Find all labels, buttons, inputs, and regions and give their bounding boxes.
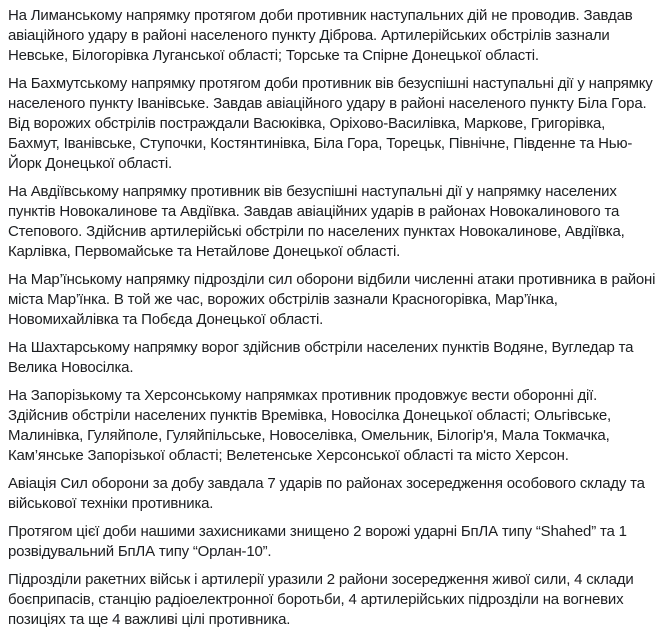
report-paragraph-zaporizhzhia-kherson: На Запорізькому та Херсонському напрямках противник продовжує вести оборонні дії. Здійснив обстріли населених пунктів Времівка, Новосілка Донецької області; Ольгівське, Малинівка, Гуляйполе, Гуляйпільське, Новоселівка, Омельник, Білогір'я, Мала Токмачка, Кам’янське Запорізької області; Велетенське Херсонської області та місто Херсон. <box>8 387 612 464</box>
report-paragraph-avdiivka: На Авдіївському напрямку противник вів безуспішні наступальні дії у напрямку населених пунктів Новокалинове та Авдіївка. Завдав авіаційних ударів в районах Новокалинового та Степового. Здійснив артилерійські обстріли по населених пунктах Новокалинове, Авдіївка, Карлівка, Первомайське та Нетайлове Донецької області. <box>8 183 625 260</box>
report-paragraph-lyman: На Лиманському напрямку протягом доби противник наступальних дій не проводив. Завдав авіаційного удару в районі населеного пункту Діброва. Артилерійських обстрілів зазнали Невське, Білогорівка Луганської області; Торське та Спірне Донецької області. <box>8 7 633 64</box>
report-paragraph-shakhtarsk: На Шахтарському напрямку ворог здійснив обстріли населених пунктів Водяне, Вугледар та Велика Новосілка. <box>8 339 634 376</box>
report-paragraph-aviation: Авіація Сил оборони за добу завдала 7 ударів по районах зосередження особового складу та військової техніки противника. <box>8 475 645 512</box>
report-paragraph-uav-destroyed: Протягом цієї доби нашими захисниками знищено 2 ворожі ударні БпЛА типу “Shahed” та 1 розвідувальний БпЛА типу “Орлан-10”. <box>8 523 627 560</box>
report-paragraph-bakhmut: На Бахмутському напрямку протягом доби противник вів безуспішні наступальні дії у напрямку населеного пункту Іванівське. Завдав авіаційного удару в районі населеного пункту Біла Гора. Від ворожих обстрілів постраждали Васюківка, Оріхово-Василівка, Маркове, Григорівка, Бахмут, Іванівське, Ступочки, Костянтинівка, Біла Гора, Торецьк, Північне, Південне та Нью-Йорк Донецької області. <box>8 75 653 172</box>
report-paragraph-marinka: На Мар’їнському напрямку підрозділи сил оборони відбили численні атаки противника в районі міста Мар’їнка. В той же час, ворожих обстрілів зазнали Красногорівка, Мар’їнка, Новомихайлівка та Побєда Донецької області. <box>8 271 656 328</box>
report-paragraph-missile-artillery: Підрозділи ракетних військ і артилерії уразили 2 райони зосередження живої сили, 4 склади боєприпасів, станцію радіоелектронної боротьби, 4 артилерійських підрозділи на вогневих позиціях та ще 4 важливі цілі противника. <box>8 571 634 628</box>
